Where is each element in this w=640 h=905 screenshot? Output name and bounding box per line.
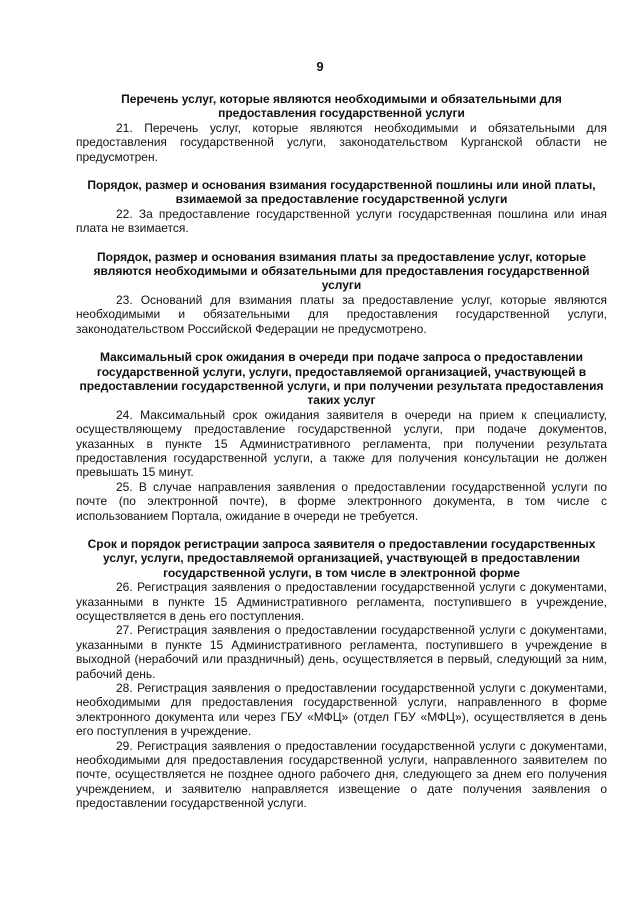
section-registration xyxy=(76,537,607,811)
paragraph-21: 21. Перечень услуг, которые являются необходимыми и обязательными для предоставления государственной услуги, законодательством Курганской области не предусмотрен. xyxy=(76,120,607,164)
section-title: Максимальный срок ожидания в очереди при подаче запроса о предоставлении государственной услуги, услуги, предоставляемой организацией, участвующей в предоставлении государственной услуги, и при получении результата предоставления таких услуг xyxy=(79,350,604,408)
section-gap xyxy=(76,336,607,350)
paragraph-26: 26. Регистрация заявления о предоставлении государственной услуги с документами, указанными в пункте 15 Административного регламента, поступившего в учреждение, осуществляется в день его поступления. xyxy=(76,580,607,623)
section-title: Порядок, размер и основания взимания государственной пошлины или иной платы, взимаемой за предоставление государственной услуги xyxy=(87,178,596,207)
section-queue-time xyxy=(76,350,607,523)
paragraph-27: 27. Регистрация заявления о предоставлении государственной услуги с документами, указанными в пункте 15 Административного регламента, поступившего в учреждение в выходной (нерабочий или праздничный) день, осуществляется в первый, следующий за ним, рабочий день. xyxy=(76,623,607,681)
paragraph-24: 24. Максимальный срок ожидания заявителя в очереди на прием к специалисту, осуществляющему предоставление государственной услуги, при подаче документов, указанных в пункте 15 Административного регламента, при получении результата предоставления государственной услуги, а также для получения консультации не должен превышать 15 минут. xyxy=(76,407,607,480)
section-title: Перечень услуг, которые являются необходимыми и обязательными для предоставления государственной услуги xyxy=(121,92,562,121)
section-gap xyxy=(76,236,607,250)
paragraph-23: 23. Оснований для взимания платы за предоставление услуг, которые являются необходимыми и обязательными для предоставления государственной услуги, законодательством Российской Федерации не предусмотрено. xyxy=(76,292,607,336)
section-title: Порядок, размер и основания взимания платы за предоставление услуг, которые являются необходимыми и обязательными для предоставления государственной услуги xyxy=(93,249,590,293)
section-title: Срок и порядок регистрации запроса заявителя о предоставлении государственных услуг, услуги, предоставляемой организацией, участвующей в предоставлении государственной услуги, в том числе в электронной форме xyxy=(87,536,596,580)
section-gap xyxy=(76,523,607,537)
document-body xyxy=(76,92,607,811)
section-state-fee xyxy=(76,178,607,236)
section-service-fees xyxy=(76,250,607,336)
paragraph-29: 29. Регистрация заявления о предоставлении государственной услуги с документами, необходимыми для предоставления государственной услуги, направленного заявителем по почте, осуществляется не позднее одного рабочего дня, следующего за днем его получения учреждением, и заявителю направляется извещение о дате получения заявления о предоставлении государственной услуги. xyxy=(76,738,607,811)
section-services-list xyxy=(76,92,607,164)
paragraph-22: 22. За предоставление государственной услуги государственная пошлина или иная плата не взимается. xyxy=(76,206,607,236)
page-number: 9 xyxy=(316,59,324,74)
paragraph-28: 28. Регистрация заявления о предоставлении государственной услуги с документами, необходимыми для предоставления государственной услуги, направленного в форме электронного документа или через ГБУ «МФЦ» (отдел ГБУ «МФЦ»), осуществляется в день его поступления в учреждение. xyxy=(76,681,607,739)
section-gap xyxy=(76,164,607,178)
paragraph-25: 25. В случае направления заявления о предоставлении государственной услуги по почте (по электронной почте), в форме электронного документа, в том числе с использованием Портала, ожидание в очереди не требуется. xyxy=(76,479,607,523)
